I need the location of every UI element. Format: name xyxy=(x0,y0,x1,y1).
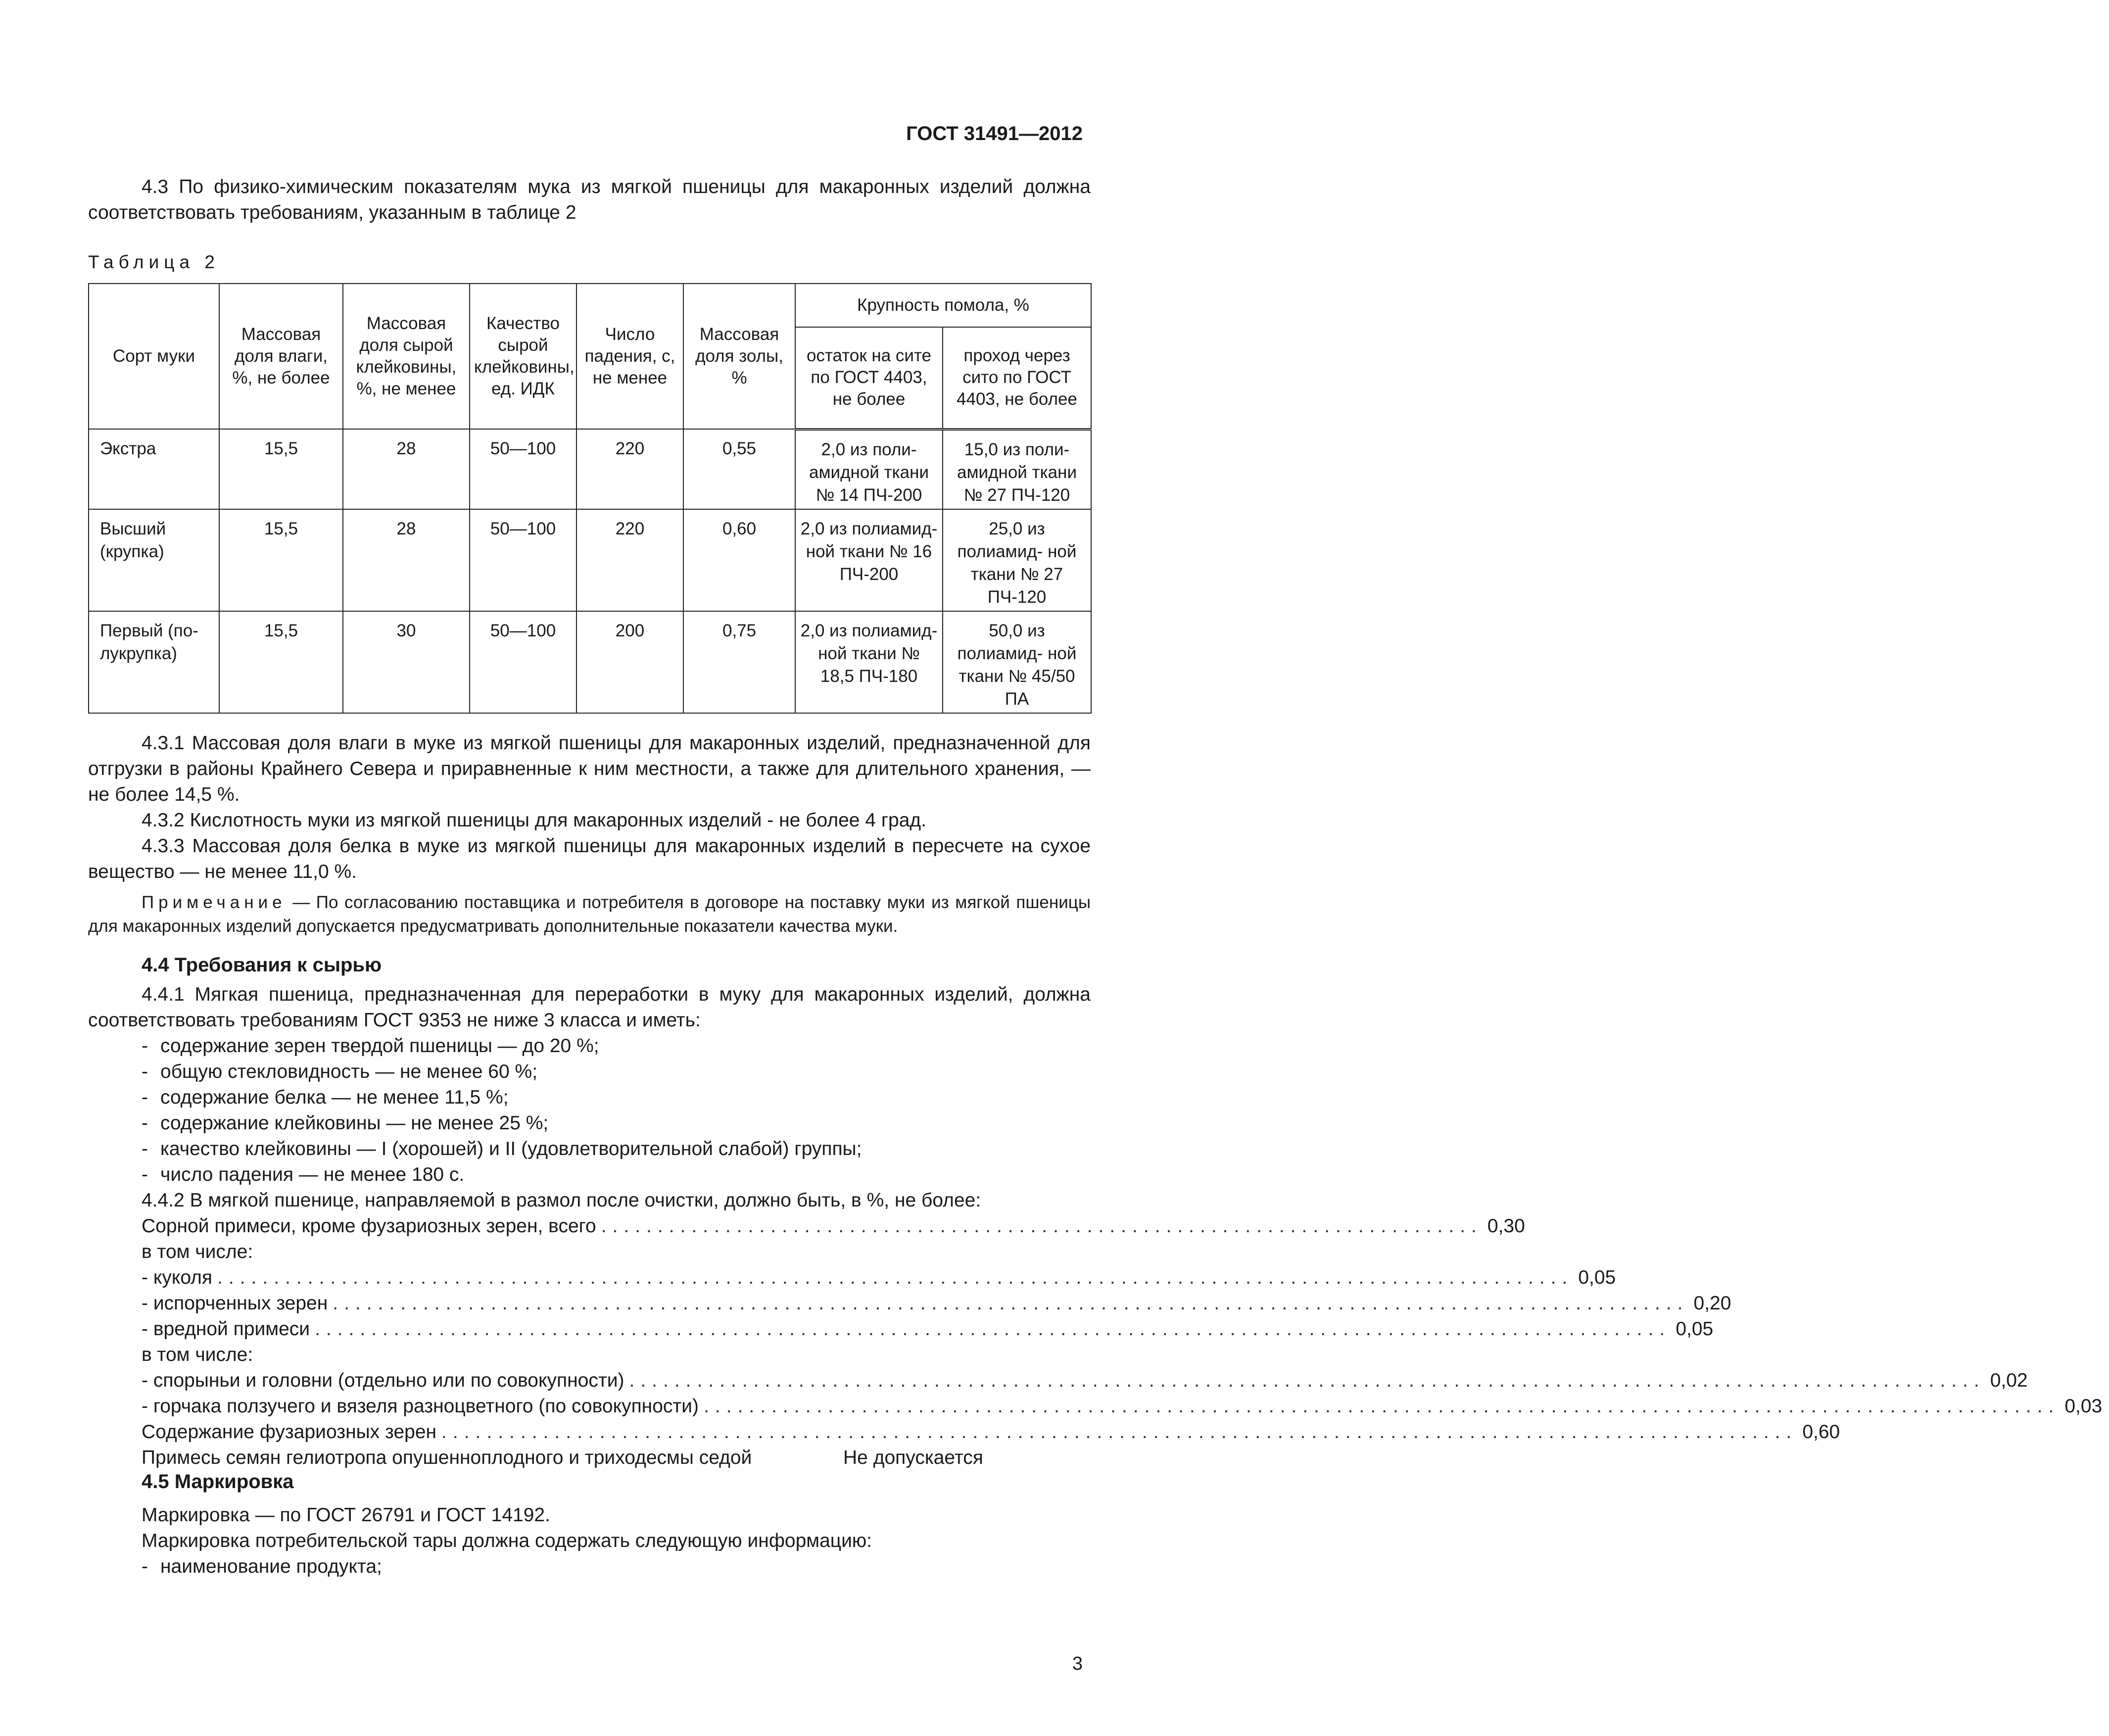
list-item: - содержание зерен твердой пшеницы — до 20 %; xyxy=(142,1035,599,1057)
marking-item: - наименование продукта; xyxy=(142,1556,382,1577)
requirements-list xyxy=(142,1033,862,1188)
cell-moisture: 15,5 xyxy=(219,509,343,611)
cell-moisture: 15,5 xyxy=(219,611,343,713)
cell-remainder: 2,0 из полиамид- ной ткани № 16 ПЧ-200 xyxy=(795,509,943,611)
impurity-subheading: в том числе: xyxy=(142,1241,253,1262)
cell-falling-number: 220 xyxy=(576,509,683,611)
standard-code: ГОСТ 31491—2012 xyxy=(906,123,1083,145)
marking-line-2: Маркировка потребительской тары должна содержать следующую информацию: xyxy=(142,1530,872,1551)
header-grind-group: Крупность помола, % xyxy=(795,284,1091,327)
header-sort: Сорт муки xyxy=(89,284,219,429)
table-row xyxy=(89,611,1091,713)
cell-moisture: 15,5 xyxy=(219,429,343,509)
impurity-row: Содержание фузариозных зерен ........................................................................................................................ 0,60 xyxy=(142,1421,1840,1443)
header-passing: проход через сито по ГОСТ 4403, не более xyxy=(943,327,1091,429)
impurity-row: Сорной примеси, кроме фузариозных зерен, всего .............................................................................. 0,30 xyxy=(142,1215,1525,1237)
header-moisture: Массовая доля влаги, %, не более xyxy=(219,284,343,429)
cell-sort: Первый (по- лукрупка) xyxy=(89,611,219,713)
cell-ash: 0,60 xyxy=(683,509,795,611)
impurity-row: - вредной примеси ........................................................................................................................ 0,05 xyxy=(142,1318,1714,1340)
header-falling-number: Число падения, с, не менее xyxy=(576,284,683,429)
note-text: — По согласованию поставщика и потребителя в договоре на поставку муки из мягкой пшеницы для макаронных изделий допускается предусматривать дополнительные показатели качества муки. xyxy=(88,893,1091,936)
list-item: - число падения — не менее 180 с. xyxy=(142,1164,465,1185)
impurity-row: - горчака ползучего и вязеля разноцветного (по совокупности) ........................................................................................................................ 0,03 xyxy=(142,1396,2103,1417)
section-4-5-title: 4.5 Маркировка xyxy=(142,1471,294,1493)
note-label: Примечание xyxy=(142,893,287,912)
cell-gluten: 30 xyxy=(343,611,470,713)
clause-4-4-1: 4.4.1 Мягкая пшеница, предназначенная для переработки в муку для макаронных изделий, должна соответствовать требованиям ГОСТ 9353 не ниже 3 класса и иметь: xyxy=(88,984,1091,1031)
header-gluten: Массовая доля сырой клейковины, %, не менее xyxy=(343,284,470,429)
impurity-list xyxy=(142,1213,2103,1471)
clause-4-3-2: 4.3.2 Кислотность муки из мягкой пшеницы для макаронных изделий - не более 4 град. xyxy=(142,810,927,831)
table-2 xyxy=(88,283,1092,714)
cell-gluten: 28 xyxy=(343,429,470,509)
impurity-row: - куколя ........................................................................................................................ 0,05 xyxy=(142,1267,1616,1288)
cell-passing: 50,0 из полиамид- ной ткани № 45/50 ПА xyxy=(943,611,1091,713)
cell-ash: 0,55 xyxy=(683,429,795,509)
cell-falling-number: 220 xyxy=(576,429,683,509)
clause-4-4-2: 4.4.2 В мягкой пшенице, направляемой в размол после очистки, должно быть, в %, не более: xyxy=(142,1190,981,1211)
impurity-row: Примесь семян гелиотропа опушенноплодного и триходесмы седой Не допускается xyxy=(142,1447,983,1468)
cell-ash: 0,75 xyxy=(683,611,795,713)
cell-gluten-quality: 50—100 xyxy=(470,611,576,713)
cell-remainder: 2,0 из полиамид- ной ткани № 18,5 ПЧ-180 xyxy=(795,611,943,713)
header-gluten-quality: Качество сырой клейковины, ед. ИДК xyxy=(470,284,576,429)
header-ash: Массовая доля золы, % xyxy=(683,284,795,429)
clause-4-3-1: 4.3.1 Массовая доля влаги в муке из мягкой пшеницы для макаронных изделий, предназначенной для отгрузки в районы Крайнего Севера и приравненные к ним местности, а также для длительного хранения, — не более 14,5 %. xyxy=(88,732,1091,805)
cell-gluten-quality: 50—100 xyxy=(470,429,576,509)
cell-sort: Высший (крупка) xyxy=(89,509,219,611)
clause-4-3-3: 4.3.3 Массовая доля белка в муке из мягкой пшеницы для макаронных изделий в пересчете на сухое вещество — не менее 11,0 %. xyxy=(88,835,1091,882)
cell-passing: 15,0 из поли- амидной ткани № 27 ПЧ-120 xyxy=(943,429,1091,509)
list-item: - общую стекловидность — не менее 60 %; xyxy=(142,1061,538,1082)
cell-remainder: 2,0 из поли- амидной ткани № 14 ПЧ-200 xyxy=(795,429,943,509)
impurity-subheading: в том числе: xyxy=(142,1344,253,1365)
table-label: Таблица 2 xyxy=(88,252,220,272)
table-row xyxy=(89,509,1091,611)
cell-gluten-quality: 50—100 xyxy=(470,509,576,611)
cell-passing: 25,0 из полиамид- ной ткани № 27 ПЧ-120 xyxy=(943,509,1091,611)
header-remainder: остаток на сите по ГОСТ 4403, не более xyxy=(795,327,943,429)
list-item: - качество клейковины — I (хорошей) и II (удовлетворительной слабой) группы; xyxy=(142,1138,862,1159)
section-4-4-title: 4.4 Требования к сырью xyxy=(142,954,382,976)
impurity-row: - спорыньи и головни (отдельно или по совокупности) ........................................................................................................................ 0,02 xyxy=(142,1370,2028,1391)
page-number: 3 xyxy=(1072,1653,1083,1674)
note xyxy=(88,891,1091,938)
cell-falling-number: 200 xyxy=(576,611,683,713)
cell-gluten: 28 xyxy=(343,509,470,611)
clause-4-3: 4.3 По физико-химическим показателям мука из мягкой пшеницы для макаронных изделий должна соответствовать требованиям, указанным в таблице 2 xyxy=(88,176,1091,223)
list-item: - содержание белка — не менее 11,5 %; xyxy=(142,1087,509,1108)
impurity-row: - испорченных зерен ........................................................................................................................ 0,20 xyxy=(142,1293,1731,1314)
marking-line-1: Маркировка — по ГОСТ 26791 и ГОСТ 14192. xyxy=(142,1504,550,1526)
list-item: - содержание клейковины — не менее 25 %; xyxy=(142,1112,549,1134)
cell-sort: Экстра xyxy=(89,429,219,509)
table-row xyxy=(89,429,1091,509)
